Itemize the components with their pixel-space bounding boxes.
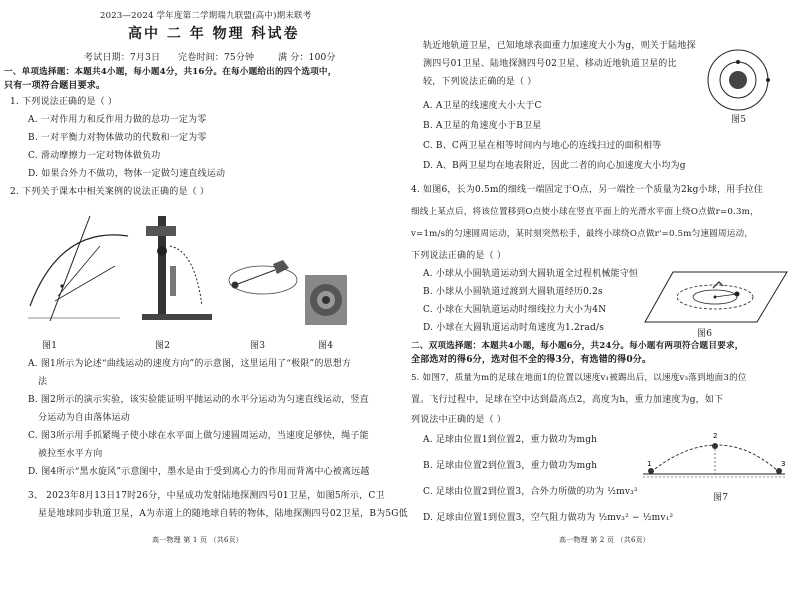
q1-option-a: A. 一对作用力和反作用力做的总功一定为零	[28, 115, 207, 125]
q5-line1: 5. 如图7，质量为m的足球在地面1的位置以速度v₁被踢出后，以速度v₃落到地面3的位	[411, 373, 747, 383]
q2-option-b-line2: 分运动为自由落体运动	[38, 413, 131, 423]
q3-option-b: B. A卫星的角速度小于B卫星	[423, 121, 542, 131]
q2-stem: 2. 下列关于课本中相关案例的说法正确的是（ ）	[10, 187, 210, 197]
figure-4-ink-vortex	[305, 275, 347, 325]
right-page	[397, 0, 794, 589]
q5-line2: 置。飞行过程中，足球在空中达到最高点2，高度为h，重力加速度为g，如下	[411, 395, 724, 405]
q2-option-a-line2: 法	[38, 377, 48, 387]
q3-cont-line1: 轨近地轨道卫星，已知地球表面重力加速度大小为g，则关于陆地探	[423, 41, 696, 51]
figure-3-label: 图3	[250, 341, 266, 351]
q3-cont-line2: 测四号01卫星、陆地探测四号02卫星、移动近地轨道卫星的比	[423, 59, 677, 69]
pos-label-3: 3	[781, 460, 786, 468]
page-title: 高中 二 年 物理 科试卷	[128, 26, 300, 42]
exam-duration: 完卷时间：75分钟	[178, 53, 255, 63]
figure-2-apparatus	[140, 206, 220, 336]
q4-line1: 4. 如图6，长为0.5m的细线一端固定于O点，另一端拴一个质量为2kg小球，用手拉住	[411, 185, 763, 195]
q4-line2: 细线上某点后，将该位置移到O点使小球在竖直平面上的光滑水平面上绕O点做r=0.3m，	[411, 207, 759, 217]
pos-label-1: 1	[647, 460, 652, 468]
q4-line3: v=1m/s的匀速圆周运动，某时刻突然松手，最终小球绕O点做r'=0.5m匀速圆周运动，	[411, 229, 754, 239]
figure-5-label: 图5	[731, 115, 747, 125]
page-footer-left: 高一物理 第 1 页 （共6页）	[152, 536, 244, 544]
figure-1-curve-tangent	[20, 206, 130, 326]
q5-option-b: B. 足球由位置2到位置3，重力做功为mgh	[423, 461, 598, 471]
q5-option-c: C. 足球由位置2到位置3，合外力所做的功为 ½mv₃²	[423, 487, 638, 497]
figure-3-string-ball	[225, 230, 305, 330]
q3-option-c: C. B、C两卫星在相等时间内与地心的连线扫过的面积相等	[423, 141, 662, 151]
page-footer-right: 高一物理 第 2 页 （共6页）	[559, 536, 651, 544]
figure-6-label: 图6	[697, 329, 713, 339]
figure-2-label: 图2	[155, 341, 171, 351]
q4-option-b: B. 小球从小圆轨道过渡到大圆轨道经历0.2s	[423, 287, 603, 297]
q3-option-d: D. A、B两卫星均在地表附近，因此二者的向心加速度大小均为g	[423, 161, 686, 171]
q4-option-c: C. 小球在大圆轨道运动时细线拉力大小为4N	[423, 305, 607, 315]
q2-option-c-line1: C. 图3所示用手抓紧绳子使小球在水平面上做匀速圆周运动，当速度足够快，绳子能	[28, 431, 369, 441]
q5-option-a: A. 足球由位置1到位置2，重力做功为mgh	[423, 435, 598, 445]
section1-heading-2: 只有一项符合题目要求。	[4, 81, 106, 91]
exam-date: 考试日期：7月3日	[84, 53, 161, 63]
section1-heading: 一、单项选择题：本题共4小题，每小题4分，共16分。在每小题给出的四个选项中，	[4, 67, 337, 77]
q1-option-b: B. 一对平衡力对物体做功的代数和一定为零	[28, 133, 207, 143]
figure-7-trajectory	[639, 428, 789, 488]
q2-option-a-line1: A. 图1所示为论述“曲线运动的速度方向”的示意图，这里运用了“极限”的思想方	[28, 359, 352, 369]
q2-option-b-line1: B. 图2所示的演示实验，该实验能证明平抛运动的水平分运动为匀速直线运动，竖直	[28, 395, 369, 405]
exam-header: 2023—2024 学年度第二学期瑞九联盟(高中)期末联考	[100, 11, 312, 21]
figure-6-circular-motion	[643, 266, 789, 328]
q5-option-d: D. 足球由位置1到位置3，空气阻力做功为 ½mv₃² − ½mv₁²	[423, 513, 674, 523]
q4-option-a: A. 小球从小圆轨道运动到大圆轨道全过程机械能守恒	[423, 269, 639, 279]
section2-heading-2: 全部选对的得6分，选对但不全的得3分，有选错的得0分。	[411, 355, 652, 365]
q4-option-d: D. 小球在大圆轨道运动时角速度为1.2rad/s	[423, 323, 605, 333]
q3-option-a: A. A卫星的线速度大小大于C	[423, 101, 542, 111]
q1-option-c: C. 滑动摩擦力一定对物体做负功	[28, 151, 161, 161]
q1-stem: 1. 下列说法正确的是（ ）	[10, 97, 118, 107]
figure-5-orbits	[705, 48, 771, 118]
figure-7-label: 图7	[713, 493, 729, 503]
q3-line2: 星是地球同步轨道卫星，A为赤道上的随地球自转的物体，陆地探测四号02卫星，B为5G低	[38, 509, 408, 519]
q4-line4: 下列说法正确的是（ ）	[411, 251, 507, 261]
q3-line1: 3、 2023年8月13日17时26分，中星成功发射陆地探测四号01卫星，如图5所示，C卫	[28, 491, 385, 501]
q2-option-c-line2: 被拉至水平方向	[38, 449, 103, 459]
q3-cont-line3: 较，下列说法正确的是（ ）	[423, 77, 537, 87]
figure-4-label: 图4	[318, 341, 334, 351]
q1-option-d: D. 如果合外力不做功，物体一定做匀速直线运动	[28, 169, 226, 179]
pos-label-2: 2	[713, 432, 718, 440]
q2-option-d-line1: D. 图4所示“黑水旋风”示意图中，墨水是由于受到离心力的作用而背离中心被离远越	[28, 467, 370, 477]
section2-heading: 二、双项选择题：本题共4小题，每小题6分，共24分。每小题有两项符合题目要求，	[411, 341, 744, 351]
exam-score: 满 分：100分	[278, 53, 336, 63]
figure-1-label: 图1	[42, 341, 58, 351]
q5-line3: 列说法中正确的是（ ）	[411, 415, 507, 425]
